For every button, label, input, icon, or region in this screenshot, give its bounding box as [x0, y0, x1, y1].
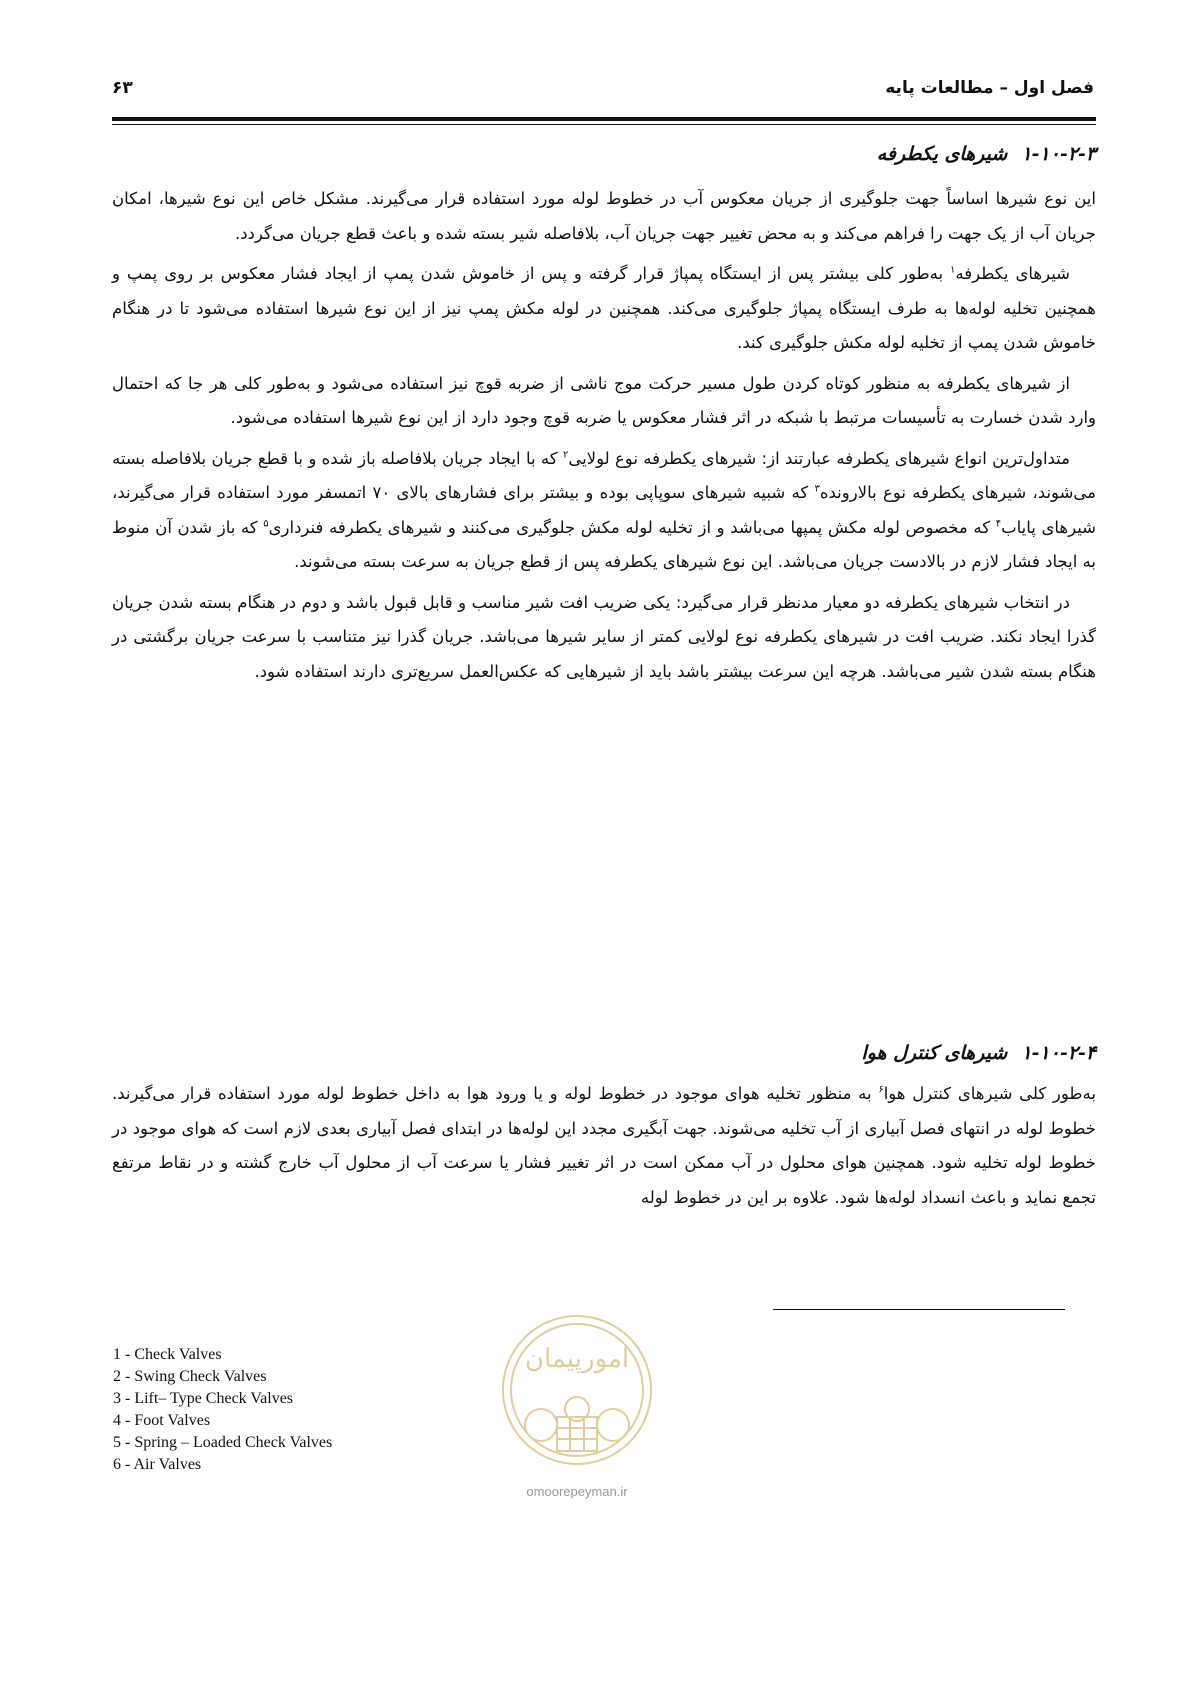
- footnote-item: 1 - Check Valves: [113, 1346, 222, 1363]
- watermark-logo-text: امورپیمان: [524, 1344, 630, 1374]
- paragraph-text: متداول‌ترین انواع شیرهای یکطرفه عبارتند از: شیرهای یکطرفه نوع لولایی: [568, 448, 1071, 468]
- page-header: [112, 78, 1094, 104]
- footnote-item: 5 - Spring – Loaded Check Valves: [113, 1434, 333, 1451]
- paragraph-text: در انتخاب شیرهای یکطرفه دو معیار مدنظر قرار می‌گیرد: یکی ضریب افت شیر مناسب و قابل قبول باشد و دوم در هنگام بسته شدن جریان گذرا ایجاد نکند. ضریب افت در شیرهای یکطرفه نوع لولایی کمتر از سایر شیرها می‌باشد. جریان گذرا نیز متناسب با سرعت جریان برگشتی در هنگام بسته شدن شیر می‌باشد. هرچه این سرعت بیشتر باشد باید از شیرهایی که عکس‌العمل سریع‌تری دارند استفاده شود.: [112, 592, 1096, 681]
- paragraph: [112, 1077, 1096, 1215]
- paragraph-text: که با ایجاد جریان بلافاصله باز شده و با قطع جریان بلافاصله بسته می‌شوند، شیرهای یکطرفه نوع بالارونده: [112, 448, 1096, 502]
- paragraph-text: این نوع شیرها اساساً جهت جلوگیری از جریان معکوس آب در خطوط لوله مورد استفاده قرار می‌گیرند. مشکل خاص این نوع شیرها، امکان جریان آب از یک جهت را فراهم می‌کند و به محض تغییر جهت جریان آب، بلافاصله شیر بسته شده و باعث قطع جریان می‌گردد.: [112, 189, 1096, 243]
- section-heading-air-valves: [112, 1042, 1096, 1064]
- paragraph: [112, 182, 1096, 251]
- footnote-ref: ۲: [562, 449, 569, 460]
- header-rule-thin: [112, 124, 1096, 125]
- section-title: شیرهای کنترل هوا: [861, 1042, 1008, 1064]
- footnote-ref: ۵: [263, 518, 269, 529]
- section-body-air-valves: [112, 1077, 1096, 1221]
- paragraph: [112, 586, 1096, 690]
- paragraph: [112, 442, 1096, 580]
- footnote-ref: ۴: [995, 518, 1002, 529]
- footnote-ref: ۳: [814, 483, 820, 495]
- footnote-item: 3 - Lift– Type Check Valves: [113, 1390, 294, 1407]
- paragraph-text: که باز شدن آن منوط به ایجاد فشار لازم در بالادست جریان می‌باشد. این نوع شیرهای یکطرفه پس از قطع جریان به سرعت بسته می‌شوند.: [112, 517, 1096, 571]
- paragraph-text: از شیرهای یکطرفه به منظور کوتاه کردن طول مسیر حرکت موج ناشی از ضربه قوچ نیز استفاده می‌شود و به‌طور کلی هر جا که احتمال وارد شدن خسارت به تأسیسات مرتبط با شبکه در اثر فشار معکوس یا ضربه قوچ وجود دارد از این نوع شیرها استفاده می‌شود.: [112, 373, 1096, 427]
- chapter-title: فصل اول – مطالعات پایه: [885, 78, 1094, 98]
- footnote-list: [113, 1344, 473, 1476]
- footnote-ref: ۶: [878, 1084, 884, 1096]
- header-rule-thick: [112, 117, 1096, 121]
- footnote-item: 2 - Swing Check Valves: [113, 1368, 267, 1385]
- paragraph-text: که شبیه شیرهای سوپاپی بوده و بیشتر برای فشارهای بالای ۷۰ اتمسفر مورد استفاده قرار می‌گیرند، شیرهای پایاب: [112, 483, 1096, 537]
- section-title: شیرهای یکطرفه: [876, 143, 1008, 165]
- section-body-check-valves: [112, 182, 1096, 695]
- footnote-separator: [773, 1309, 1065, 1310]
- section-number: ۱-۱۰-۲-۴: [1021, 1042, 1096, 1064]
- paragraph-text: به‌طور کلی شیرهای کنترل هوا: [883, 1084, 1096, 1103]
- footnote-ref: ۱: [950, 264, 956, 276]
- footnote-item: 6 - Air Valves: [113, 1456, 202, 1473]
- section-number: ۱-۱۰-۲-۳: [1021, 143, 1096, 165]
- paragraph: [112, 257, 1096, 361]
- paragraph-text: به منظور تخلیه هوای موجود در خطوط لوله و یا ورود هوا به داخل خطوط لوله مورد استفاده قرار می‌گیرند. خطوط لوله در انتهای فصل آبیاری از آب تخلیه می‌شوند. جهت آبگیری مجدد این لوله‌ها در ابتدای فصل آبیاری بعدی لازم است که هوای موجود در خطوط لوله تخلیه شود. همچنین هوای محلول در آب ممکن است در اثر تغییر فشار یا سرعت آب از محلول آب خارج گشته و در نقاط مرتفع تجمع نماید و باعث انسداد لوله‌ها شود. علاوه بر این در خطوط لوله: [112, 1084, 1096, 1207]
- paragraph: [112, 367, 1096, 436]
- paragraph-text: که مخصوص لوله مکش پمپها می‌باشد و از تخلیه لوله مکش جلوگیری می‌کنند و شیرهای یکطرفه فنرداری: [268, 517, 996, 537]
- page-number: ۶۳: [112, 78, 133, 98]
- watermark-logo: [497, 1305, 657, 1480]
- section-heading-check-valves: [112, 143, 1096, 165]
- footnote-item: 4 - Foot Valves: [113, 1412, 211, 1429]
- watermark-site: omoorepeyman.ir: [526, 1484, 628, 1499]
- paragraph-text: به‌طور کلی بیشتر پس از ایستگاه پمپاژ قرار گرفته و پس از خاموش شدن پمپ از ایجاد فشار معکوس بر روی پمپ و همچنین تخلیه لوله‌ها به طرف ایستگاه پمپاژ جلوگیری می‌کند. همچنین در لوله مکش پمپ نیز از این نوع شیرها استفاده می‌شود تا در هنگام خاموش شدن پمپ از تخلیه لوله مکش جلوگیری کند.: [112, 264, 1096, 352]
- paragraph-text: شیرهای یکطرفه: [955, 264, 1070, 283]
